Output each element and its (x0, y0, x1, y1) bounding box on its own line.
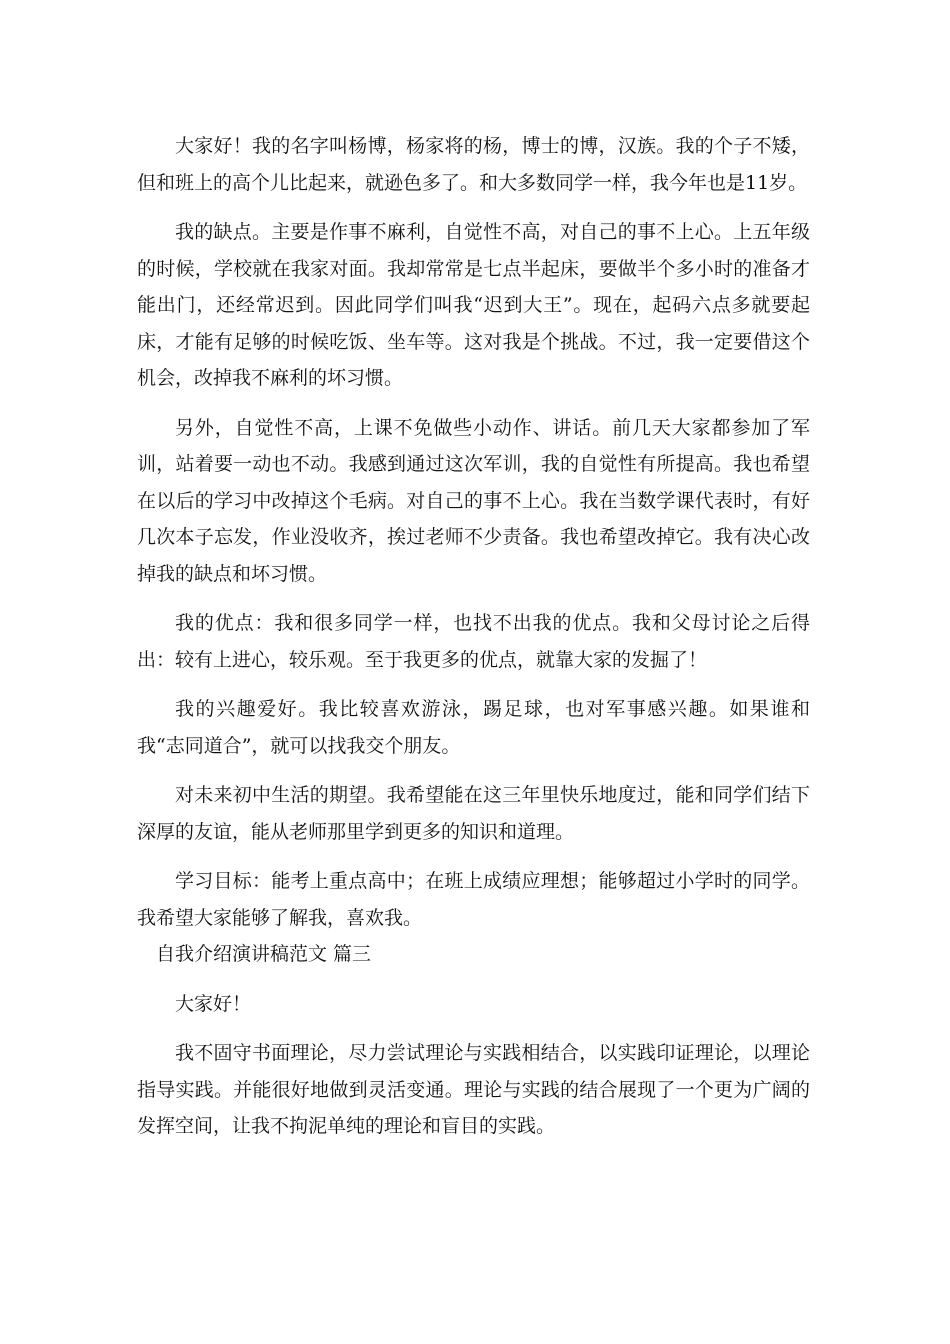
document-page (137, 128, 810, 1145)
paragraph-intro: 大家好！我的名字叫杨博，杨家将的杨，博士的博，汉族。我的个子不矮，但和班上的高个儿比起来，就逊色多了。和大多数同学一样，我今年也是11岁。 (137, 135, 810, 194)
paragraph-strengths: 我的优点：我和很多同学一样，也找不出我的优点。我和父母讨论之后得出：较有上进心，较乐观。至于我更多的优点，就靠大家的发掘了！ (137, 612, 810, 671)
paragraph-goals: 学习目标：能考上重点高中；在班上成绩应理想；能够超过小学时的同学。我希望大家能够了解我，喜欢我。 (137, 870, 810, 929)
paragraph-shortcomings: 我的缺点。主要是作事不麻利，自觉性不高，对自己的事不上心。上五年级的时候，学校就在我家对面。我却常常是七点半起床，要做半个多小时的准备才能出门，还经常迟到。因此同学们叫我“迟到大王”。现在，起码六点多就要起床，才能有足够的时候吃饭、坐车等。这对我是个挑战。不过，我一定要借这个机会，改掉我不麻利的坏习惯。 (137, 221, 810, 389)
paragraph-greeting: 大家好！ (175, 992, 252, 1015)
section-heading: 自我介绍演讲稿范文 篇三 (156, 943, 372, 965)
paragraph-self-discipline: 另外，自觉性不高，上课不免做些小动作、讲话。前几天大家都参加了军训，站着要一动也不动。我感到通过这次军训，我的自觉性有所提高。我也希望在以后的学习中改掉这个毛病。对自己的事不上心。我在当数学课代表时，有好几次本子忘发，作业没收齐，挨过老师不少责备。我也希望改掉它。我有决心改掉我的缺点和坏习惯。 (137, 416, 810, 585)
paragraph-theory-practice: 我不固守书面理论，尽力尝试理论与实践相结合，以实践印证理论，以理论指导实践。并能很好地做到灵活变通。理论与实践的结合展现了一个更为广阔的发挥空间，让我不拘泥单纯的理论和盲目的实践。 (137, 1042, 810, 1137)
paragraph-hobbies: 我的兴趣爱好。我比较喜欢游泳，踢足球，也对军事感兴趣。如果谁和我“志同道合”，就可以找我交个朋友。 (137, 698, 810, 757)
paragraph-expectations: 对未来初中生活的期望。我希望能在这三年里快乐地度过，能和同学们结下深厚的友谊，能从老师那里学到更多的知识和道理。 (137, 784, 810, 843)
